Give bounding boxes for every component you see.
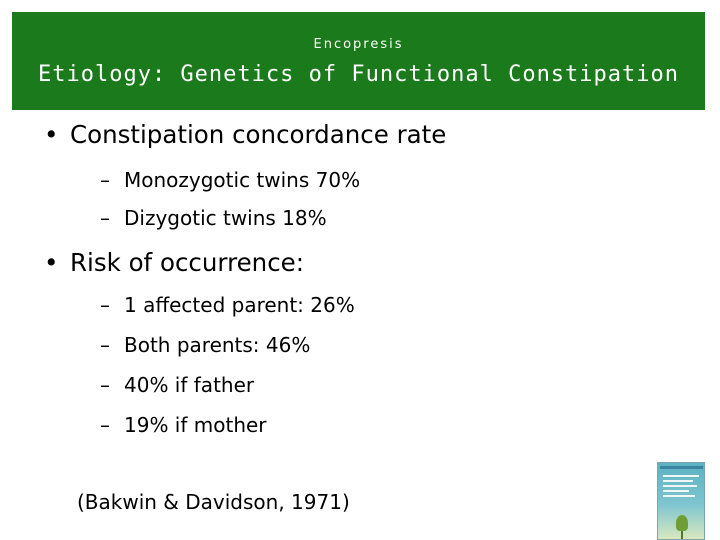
dash-icon: – xyxy=(100,206,110,230)
bullet-item xyxy=(44,248,305,277)
sub-item xyxy=(100,375,254,395)
dash-icon: – xyxy=(100,413,110,437)
slide-kicker: Encopresis xyxy=(313,37,404,52)
bullet-icon: • xyxy=(44,120,59,149)
bullet-icon: • xyxy=(44,248,59,277)
dash-icon: – xyxy=(100,373,110,397)
bullet-item xyxy=(44,120,447,149)
dash-icon: – xyxy=(100,293,110,317)
sub-item xyxy=(100,335,310,355)
sub-item xyxy=(100,295,355,315)
sub-item xyxy=(100,170,360,190)
sub-item xyxy=(100,415,267,435)
sub-item-text: 19% if mother xyxy=(124,413,267,437)
dash-icon: – xyxy=(100,168,110,192)
sub-item xyxy=(100,208,327,228)
slide-title: Etiology: Genetics of Functional Constipation xyxy=(37,62,680,87)
sub-item-text: 1 affected parent: 26% xyxy=(124,293,355,317)
plant-icon xyxy=(676,515,688,531)
sub-item-text: 40% if father xyxy=(124,373,255,397)
sub-item-text: Dizygotic twins 18% xyxy=(124,206,327,230)
sub-item-text: Monozygotic twins 70% xyxy=(124,168,361,192)
book-cover-image xyxy=(657,462,705,540)
bullet-text: Constipation concordance rate xyxy=(70,120,447,149)
dash-icon: – xyxy=(100,333,110,357)
sub-item-text: Both parents: 46% xyxy=(124,333,311,357)
citation: (Bakwin & Davidson, 1971) xyxy=(77,490,350,514)
bullet-text: Risk of occurrence: xyxy=(70,248,305,277)
